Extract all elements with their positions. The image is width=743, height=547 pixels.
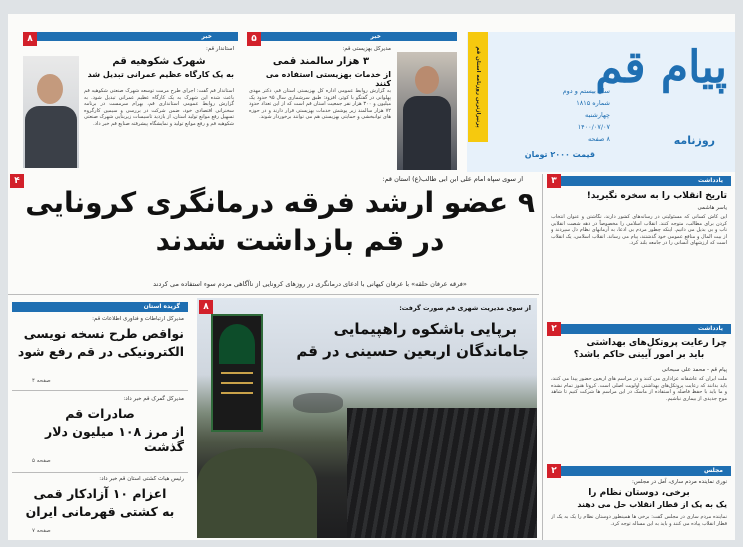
meta-line: ۱۴۰۰/۰۷/۰۷ — [577, 123, 610, 131]
slogan-strip — [468, 32, 488, 142]
page-badge: ۳ — [547, 174, 561, 188]
news-body: استاندار قم گفت: اجرای طرح مرمت توسعه شهرک صنعتی شکوهیه قم باعث شده این شهرک به یک کارگاه عظیم عمرانی تبدیل شود. به گزارش روابط عمومی استانداری قم، بهرام سرمست در برنامه سخنرانی اقتصادی خود، ضمن شرکت در بررسی و سیمین کارگروه تسهیل رفع موانع تولید استان، از بازدید تاسیسات زیربنایی شهرک صنعتی شکوهیه قم و رفع موانع تولید و نمایشگاه پیشرفته صنایع قم خبر داد. — [84, 88, 234, 127]
portrait-icon — [397, 52, 457, 170]
news-tag: خبر — [195, 32, 218, 41]
right-column — [547, 174, 731, 540]
list-item: مدیرکل ارتباطات و فناوری اطلاعات قم: نواقص طرح نسخه نویسی الکترونیکی در قم رفع شود صفحه ۴ — [17, 316, 184, 384]
list-item: مدیرکل گمرک قم خبر داد: صادرات قم از مرز ۱۰۸ میلیون دلار گذشت صفحه ۵ — [32, 396, 184, 464]
slogan: پرتیراژترین روزنامه استان قم — [475, 46, 481, 128]
headline-lead: «فرقه عرفان حلقه» با عرفان کیهانی با ادعای درمانگری در روزهای کرونایی از ناآگاهی مردم سوء استفاده می کردند — [153, 280, 467, 288]
news-title: شهرک شکوهیه قم به یک کارگاه عظیم عمرانی تبدیل شد — [87, 56, 234, 79]
note-body: این کاش کسانی که مسئولیتی در رسانه‌های کشور دارند، نگاشتن و عنوان انتخاب کردن برای مطالب، متوجه کنند. انقلاب اسلامی را مخصوصاً در دهه شصت انقلابی ناب و بی بدیل می دانیم. اینکه چطور مردم بی ادعا، به آرمانهای نظام دل سپردند و از بیت المال و منافع عمومی خود گذشتند، پیام می رساند. انقلاب اسلامی، یک انقلاب است که ارزشهای انسانی را در جامعه بلند کرد. — [551, 214, 727, 246]
masthead-logo: پیام قم — [595, 42, 727, 93]
list-item: رئیس هیات کشتی استان قم خبر داد: اعزام ۱۰ آزادکار قمی به کشتی قهرمانی ایران صفحه ۷ — [25, 476, 184, 534]
price-label: قیمت ۲۰۰۰ تومان — [524, 150, 595, 159]
masthead — [467, 32, 735, 172]
meta-line: سال بیستم و دوم — [562, 87, 610, 95]
headline-line-2: در قم بازداشت شدند — [155, 224, 445, 257]
note-author: پیام قم - محمد علی سبحانی — [661, 367, 727, 373]
note-body: ملت ایران که عاشقانه عزاداری می کنند و در مراسم های اربعین حضور پیدا می کنند، باید بدانند که رعایت پروتکل‌های بهداشتی اولویت اصلی است. کرونا هنوز تمام نشده و ما باید با حفظ فاصله و استفاده از ماسک در این مراسم ها شرکت کنیم تا شاهد موج جدیدی از بیماری نباشیم. — [551, 376, 727, 402]
news-tag-bar — [247, 32, 457, 41]
headline-line-1: ۹ عضو ارشد فرقه درمانگری کرونایی — [25, 186, 535, 219]
note-title: برخی، دوستان نظام را یک به یک از قطار انقلاب حل می دهند — [577, 488, 727, 509]
news-kicker: استاندار قم: — [206, 46, 234, 52]
note-title: تاریخ انقلاب را به سخره نگیرید! — [586, 191, 727, 201]
page-badge: ۲ — [547, 464, 561, 478]
news-title: ۳ هزار سالمند قمی از خدمات بهزیستی استفاده می کنند — [265, 56, 391, 88]
divider — [12, 472, 188, 473]
masthead-meta — [550, 87, 610, 147]
photo-kicker: از سوی مدیریت شهری قم صورت گرفت: — [399, 304, 531, 312]
news-box-welfare — [247, 32, 457, 172]
newspaper-front-page — [8, 14, 735, 540]
page-badge: ۸ — [23, 32, 37, 46]
meta-line: چهارشنبه — [585, 111, 610, 119]
note-body: نماینده مردم ساری در مجلس گفت: برخی ها همینطور دوستان نظام را یک به یک از قطار انقلاب پیاده می کنند و باید به این مساله توجه کرد. — [551, 514, 727, 527]
meta-line: شماره ۱۸۱۵ — [576, 99, 610, 107]
photo-title-1: برپایی باشکوه راهپیمایی — [333, 320, 517, 338]
headline-kicker: از سوی سپاه امام علی ابن ابی طالب(ع) استان قم: — [382, 175, 523, 183]
column-tag: گزیده استان — [143, 303, 180, 310]
note-kicker: نوری نماینده مردم ساری، آمل در مجلس: — [632, 479, 727, 485]
news-tag: خبر — [364, 32, 387, 41]
divider — [8, 294, 539, 295]
note-tag: یادداشت — [698, 325, 723, 332]
meta-line: ۸ صفحه — [587, 135, 610, 143]
page-badge: ۲ — [547, 322, 561, 336]
photo-story — [197, 298, 537, 538]
headline-page-badge: ۴ — [10, 174, 24, 188]
news-body: به گزارش روابط عمومی اداره کل بهزیستی استان قم، دکتر مهدی پهلوانی در گفتگو با کوثر، افزود: طبق سرشماری سال ۹۵ حدود یک میلیون و ۳۰۰ هزار نفر جمعیت استان قم است که از این تعداد حدود ۷۲ هزار سالمند زیر پوشش خدمات بهزیستی قرار دارند و در حوزه های توانبخشی و حمایتی بهزیستی هم می توانند برخوردار شوند. — [249, 88, 391, 120]
note-tag: مجلس — [704, 467, 723, 474]
column-divider — [542, 174, 543, 540]
note-author: یاسر هاشمی — [697, 205, 727, 211]
news-box-industrial — [23, 32, 238, 172]
photo-page-badge: ۸ — [199, 300, 213, 314]
portrait-icon — [23, 56, 79, 168]
note-title: چرا رعایت پروتکل‌های بهداشتی باید بر امور آیینی حاکم باشد؟ — [573, 338, 727, 360]
divider — [12, 390, 188, 391]
left-column — [12, 302, 188, 538]
news-kicker: مدیرکل بهزیستی قم: — [342, 46, 391, 52]
masthead-subtitle: روزنامه — [673, 134, 715, 147]
photo-title-2: جاماندگان اربعین حسینی در قم — [296, 342, 529, 360]
note-tag: یادداشت — [698, 177, 723, 184]
poster-icon — [211, 314, 263, 432]
page-badge: ۵ — [247, 32, 261, 46]
